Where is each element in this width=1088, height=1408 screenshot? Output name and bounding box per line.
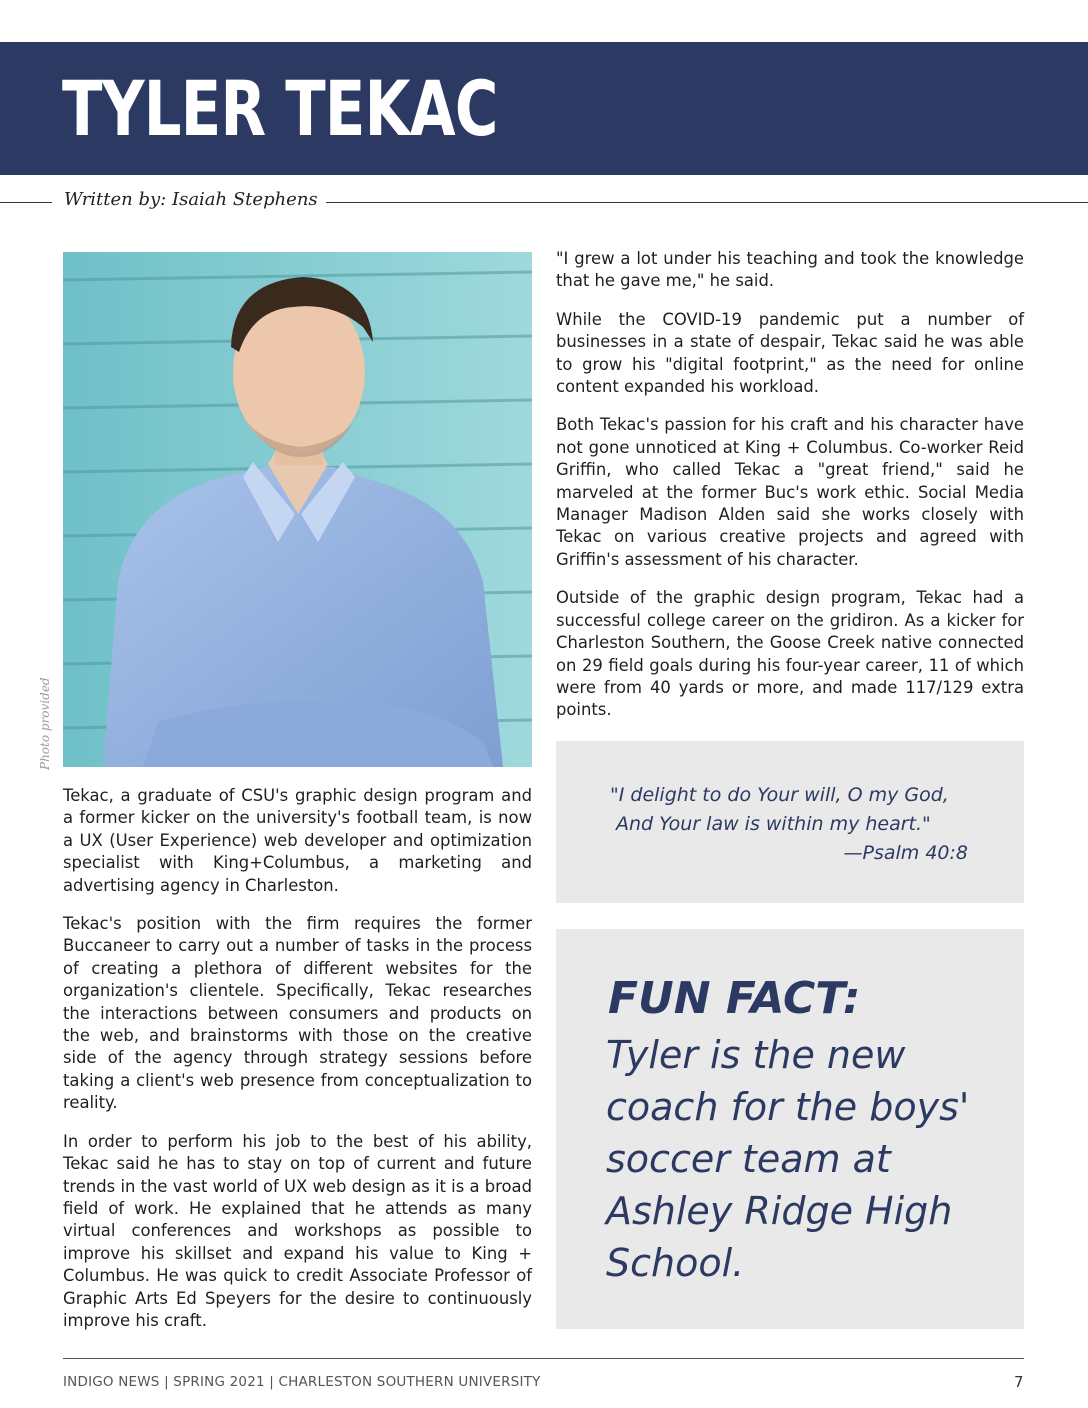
right-column [556, 248, 1024, 738]
scripture-quote-box [556, 741, 1024, 903]
fun-fact-body: Tyler is the new coach for the boys' soccer team at Ashley Ridge High School. [606, 1033, 970, 1285]
body-paragraph: "I grew a lot under his teaching and took the knowledge that he gave me," he said. [556, 249, 1024, 291]
quote-citation: —Psalm 40:8 [843, 842, 968, 864]
body-paragraph: Outside of the graphic design program, Tekac had a successful college career on the gridiron. As a kicker for Charleston Southern, the Goose Creek native connected on 29 field goals during his four-year career, 11 of which were from 40 yards or more, and made 117/129 extra points. [556, 588, 1024, 720]
scripture-quote [610, 781, 990, 868]
byline-row [0, 188, 1088, 218]
title-banner [0, 42, 1088, 175]
footer-publication: INDIGO NEWS | SPRING 2021 | CHARLESTON SOUTHERN UNIVERSITY [63, 1374, 541, 1390]
byline: Written by: Isaiah Stephens [64, 189, 318, 210]
quote-line: And Your law is within my heart." [616, 813, 931, 835]
body-paragraph: In order to perform his job to the best of his ability, Tekac said he has to stay on top of current and future trends in the vast world of UX web design as it is a broad field of work. He explained that he attends as many virtual conferences and workshops as possible to improve his skillset and expand his value to King + Columbus. He was quick to credit Associate Professor of Graphic Arts Ed Speyers for the desire to continuously improve his craft. [63, 1131, 532, 1330]
portrait-illustration [63, 252, 532, 767]
page-number: 7 [1014, 1373, 1024, 1391]
body-paragraph: Tekac, a graduate of CSU's graphic design program and a former kicker on the university's football team, is now a UX (User Experience) web developer and optimization specialist with King+Columbus, a marketing and advertising agency in Charleston. [63, 786, 532, 895]
quote-line: "I delight to do Your will, O my God, [610, 784, 949, 806]
body-paragraph: While the COVID-19 pandemic put a number of businesses in a state of despair, Tekac said he was able to grow his "digital footprint," as the need for online content expanded his workload. [556, 309, 1024, 397]
byline-rule-right [326, 202, 1088, 203]
byline-rule-left [0, 202, 52, 203]
body-paragraph: Tekac's position with the firm requires the former Buccaneer to carry out a number of tasks in the process of creating a plethora of different websites for the organization's clientele. Specifically, Tekac researches the interactions between consumers and products on the web, and brainstorms with those on the creative side of the agency through strategy sessions before taking a client's web presence from conceptualization to reality. [63, 914, 532, 1113]
photo-credit: Photo provided [38, 677, 52, 770]
left-column [63, 785, 532, 1348]
body-paragraph: Both Tekac's passion for his craft and his character have not gone unnoticed at King + Columbus. Co-worker Reid Griffin, who called Tekac a "great friend," said he marveled at the former Buc's work ethic. Social Media Manager Madison Alden said she works closely with Tekac on various creative projects and agreed with Griffin's assessment of his character. [556, 415, 1024, 569]
fun-fact-box [556, 929, 1024, 1329]
fun-fact-title: FUN FACT: [608, 973, 861, 1024]
article-title: TYLER TEKAC [62, 64, 498, 153]
portrait-photo [63, 252, 532, 767]
footer-rule [63, 1358, 1024, 1359]
